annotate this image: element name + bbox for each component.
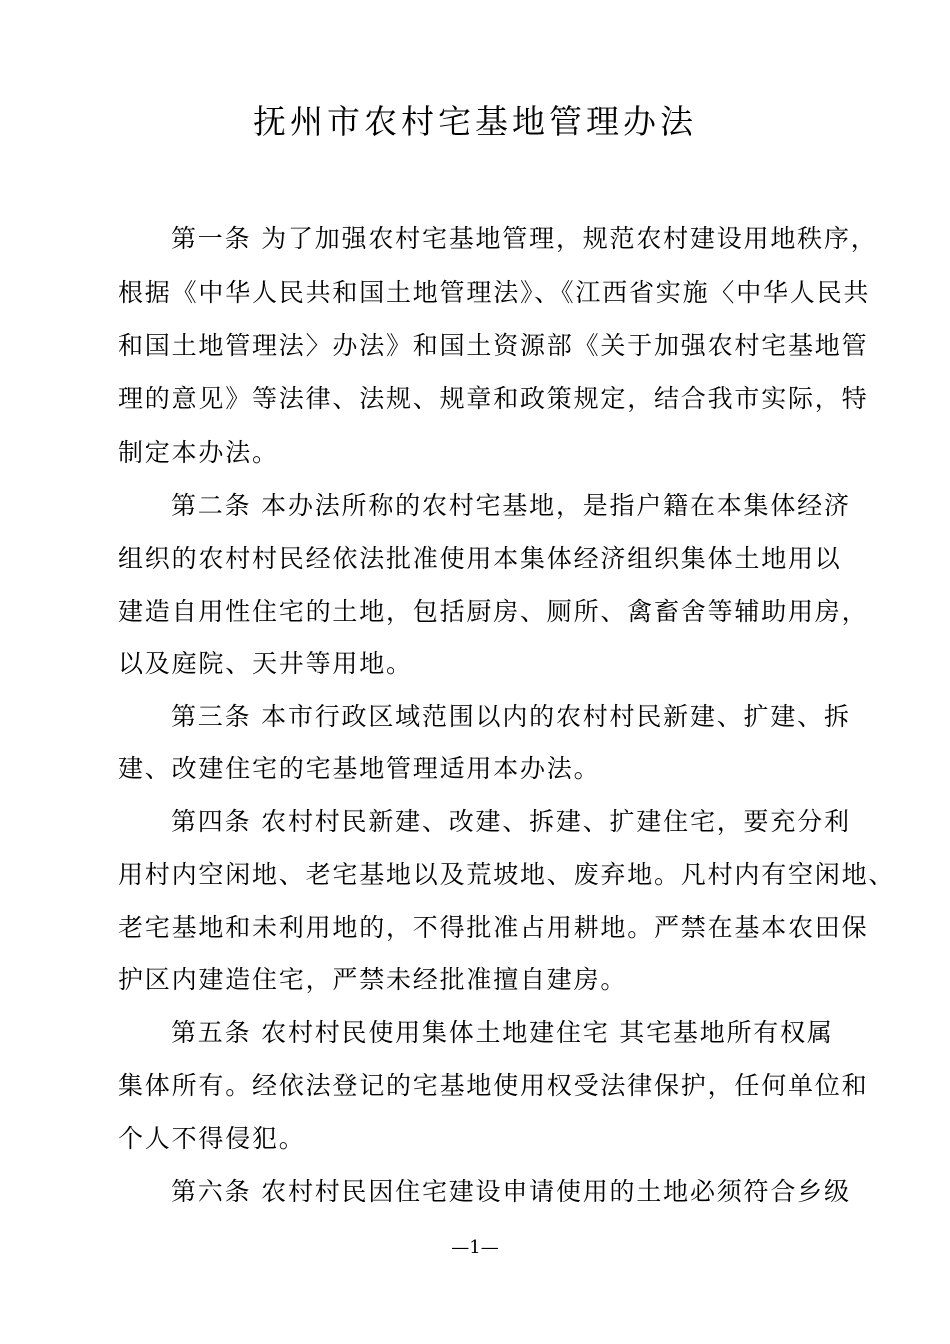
text-line: 制定本办法。	[118, 438, 279, 467]
text-line: 建造自用性住宅的土地，包括厨房、厕所、禽畜舍等辅助用房，	[118, 597, 869, 626]
document-title: 抚州市农村宅基地管理办法	[253, 102, 697, 141]
text-line: 第五条 农村村民使用集体土地建住宅 其宅基地所有权属	[171, 1018, 834, 1047]
text-line: 第四条 农村村民新建、改建、拆建、扩建住宅，要充分利	[171, 807, 851, 836]
text-line: 第二条 本办法所称的农村宅基地，是指户籍在本集体经济	[171, 491, 851, 520]
text-line: 第三条 本市行政区域范围以内的农村村民新建、扩建、拆	[171, 702, 851, 731]
text-line: 用村内空闲地、老宅基地以及荒坡地、废弃地。凡村内有空闲地、	[118, 860, 896, 889]
text-line: 理的意见》等法律、法规、规章和政策规定，结合我市实际，特	[118, 384, 869, 413]
text-line: 护区内建造住宅，严禁未经批准擅自建房。	[118, 965, 628, 994]
text-line: 和国土地管理法〉办法》和国土资源部《关于加强农村宅基地管	[118, 331, 869, 360]
text-line: 根据《中华人民共和国土地管理法》、《江西省实施〈中华人民共	[118, 278, 871, 307]
text-line: 第一条 为了加强农村宅基地管理，规范农村建设用地秩序，	[171, 224, 878, 253]
text-line: 集体所有。经依法登记的宅基地使用权受法律保护，任何单位和	[118, 1071, 869, 1100]
text-line: 建、改建住宅的宅基地管理适用本办法。	[118, 754, 601, 783]
text-line: 以及庭院、天井等用地。	[118, 649, 413, 678]
text-line: 第六条 农村村民因住宅建设申请使用的土地必须符合乡级	[171, 1177, 851, 1206]
text-line: 老宅基地和未利用地的，不得批准占用耕地。严禁在基本农田保	[118, 913, 869, 942]
text-line: 个人不得侵犯。	[118, 1124, 306, 1153]
page-number: —1—	[451, 1237, 499, 1258]
text-line: 组织的农村村民经依法批准使用本集体经济组织集体土地用以	[118, 544, 842, 573]
